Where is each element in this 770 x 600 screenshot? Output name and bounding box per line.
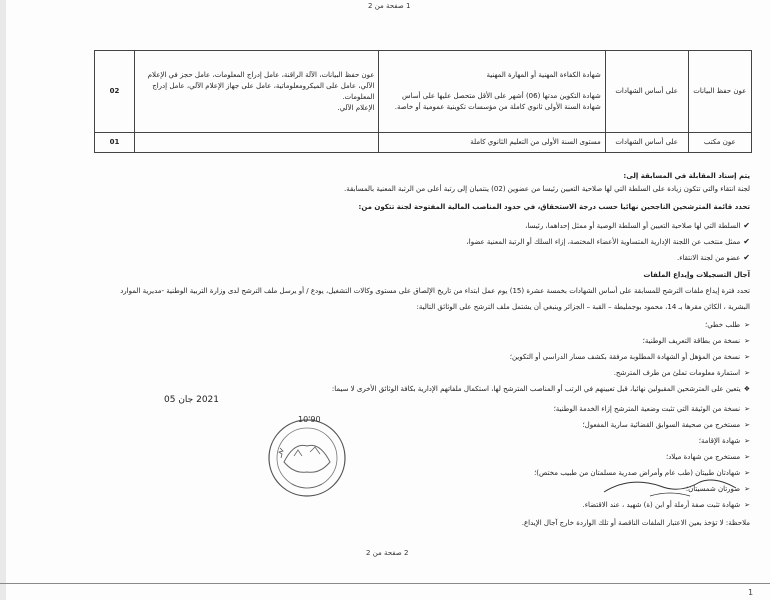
positions-count-cell: 01 — [95, 133, 135, 153]
footer-page-number: 2 صفحة من 2 — [366, 549, 409, 557]
positions-table — [94, 50, 752, 153]
qualifications-cell — [135, 51, 379, 133]
arrow-bullet-icon: ➢ — [744, 337, 750, 345]
page-divider — [0, 583, 770, 584]
certificate-cell — [379, 51, 605, 133]
qual-line: عون حفظ البيانات، الآلة الراقنة، عامل إدراج المعلومات، عامل حجز في الإعلام — [147, 70, 375, 79]
document-item — [699, 437, 750, 445]
stamp-number: 10'90 — [298, 415, 321, 424]
member-text: ممثل منتخب عن اللجنة الإدارية المتساوية الأعضاء المختصة، إزاء السلك أو الرتبة المعنية عضوا، — [466, 238, 741, 246]
arrow-bullet-icon: ➢ — [744, 437, 750, 445]
document-item — [614, 369, 750, 377]
document-item — [582, 421, 750, 429]
deadlines-text: البشرية ، الكائن مقرها بـ 14، محمود بوجمليطة – القبة – الجزائر وينبغي أن يشتمل ملف الترشح على الوثائق التالية: — [416, 303, 750, 311]
document-text: صورتان شمسيتان؛ — [685, 485, 741, 493]
list-heading: تحدد قائمة المترشحين الناجحين نهائيا حسب درجة الاستحقاق، في حدود المناصب المالية المفتوحة لجنة تتكون من: — [358, 203, 750, 211]
document-item — [583, 501, 750, 509]
scan-edge — [0, 0, 6, 600]
qual-line: المعلومات. — [342, 92, 375, 101]
document-item — [705, 321, 750, 329]
deadlines-text: تحدد فترة إيداع ملفات الترشح للمسابقة على أساس الشهادات بخمسة عشرة (15) يوم عمل ابتداء من تاريخ الإلصاق على مستوى وكالات التشغيل، يودع / أو يرسل ملف الترشح لدى وزارة التربية الوطنية -مديرية الموارد — [120, 287, 750, 295]
document-text: شهادة تثبت صفة أرملة أو ابن (ة) شهيد ، عند الاقتضاء. — [582, 501, 741, 509]
stamp-date: 2021 جان 05 — [164, 395, 219, 405]
deadlines-heading: آجال التسجيلات وإيداع الملفات — [643, 271, 750, 279]
diamond-bullet-icon: ❖ — [743, 385, 750, 393]
committee-text: لجنة انتقاء والتي تتكون زيادة على السلطة التي لها صلاحية التعيين رئيسا من عضوين (02) ينتميان إلى رتبة أعلى من الرتبة المعنية بالمسابقة. — [343, 185, 750, 193]
member-item — [525, 221, 750, 230]
check-icon: ✔ — [743, 221, 750, 230]
document-text: مستخرج من صحيفة السوابق القضائية سارية المفعول؛ — [582, 421, 741, 429]
arrow-bullet-icon: ➢ — [744, 405, 750, 413]
document-text: مستخرج من شهادة ميلاد؛ — [665, 453, 741, 461]
arrow-bullet-icon: ➢ — [744, 501, 750, 509]
member-text: السلطة التي لها صلاحية التعيين أو السلطة الوصية أو ممثل إحداهما، رئيسا، — [525, 222, 741, 230]
document-text: استمارة معلومات تملئ من طرف المترشح. — [613, 369, 741, 377]
committee-heading: يتم إسناد المقابلة في المسابقة إلى: — [623, 172, 750, 180]
basis-cell: على أساس الشهادات — [605, 51, 688, 133]
qualifications-cell — [135, 133, 379, 153]
positions-count-cell: 02 — [95, 51, 135, 133]
document-item — [510, 353, 750, 361]
table-row — [95, 51, 752, 133]
arrow-bullet-icon: ➢ — [744, 469, 750, 477]
member-item — [467, 237, 750, 246]
qual-line: الإعلام الآلي. — [337, 103, 375, 112]
notice-text — [332, 385, 750, 393]
arrow-bullet-icon: ➢ — [744, 369, 750, 377]
basis-cell: على أساس الشهادات — [605, 133, 688, 153]
cert-line: شهادة السنة الأولى ثانوي كاملة من مؤسسات تكوينية عمومية أو خاصة. — [394, 103, 601, 111]
arrow-bullet-icon: ➢ — [744, 421, 750, 429]
document-text: نسخة من بطاقة التعريف الوطنية؛ — [642, 337, 741, 345]
cert-line: شهادة التكوين مدتها (06) أشهر على الأقل متحصل عليها على أساس — [402, 92, 601, 100]
notice-content: يتعين على المترشحين المقبولين نهائيا، قبل تعيينهم في الرتب أو المناصب المترشح لها، استكمال ملفاتهم الإدارية بكافة الوثائق الأخرى لا سيما: — [331, 385, 741, 393]
header-page-number: 1 صفحة من 2 — [368, 2, 411, 10]
note-text: ملاحظة: لا تؤخذ بعين الاعتبار الملفات الناقصة أو تلك الواردة خارج آجال الإيداع. — [521, 519, 750, 527]
arrow-bullet-icon: ➢ — [744, 321, 750, 329]
check-icon: ✔ — [743, 237, 750, 246]
qual-line: الآلي، عامل على الميكرومعلوماتية، عامل على جهاز الإعلام الآلي، عامل إدراج — [152, 81, 375, 90]
job-title-cell: عون حفظ البيانات — [688, 51, 751, 133]
document-item — [666, 453, 750, 461]
member-item — [677, 253, 750, 262]
document-text: نسخة من الوثيقة التي تثبت وضعية المترشح إزاء الخدمة الوطنية؛ — [553, 405, 741, 413]
document-text: طلب خطي؛ — [705, 321, 741, 329]
document-text: شهادة الإقامة؛ — [698, 437, 741, 445]
corner-mark: 1 — [748, 588, 754, 597]
document-item — [643, 337, 750, 345]
arrow-bullet-icon: ➢ — [744, 353, 750, 361]
check-icon: ✔ — [743, 253, 750, 262]
handwritten-signature-icon — [600, 472, 740, 502]
document-text: نسخة من المؤهل أو الشهادة المطلوبة مرفقة بكشف مسار الدراسي أو التكوين؛ — [509, 353, 741, 361]
job-title-cell: عون مكتب — [688, 133, 751, 153]
arrow-bullet-icon: ➢ — [744, 485, 750, 493]
document-item — [554, 405, 750, 413]
member-text: عضو من لجنة الانتقاء. — [676, 254, 741, 262]
table-row — [95, 133, 752, 153]
certificate-cell: مستوى السنة الأولى من التعليم الثانوي كاملة — [379, 133, 605, 153]
official-seal-icon — [264, 412, 350, 500]
arrow-bullet-icon: ➢ — [744, 453, 750, 461]
cert-line: شهادة الكفاءة المهنية أو المهارة المهنية — [486, 71, 601, 79]
document-text: شهادتان طبيتان (طب عام وأمراض صدرية مسلمتان من طبيب مختص)؛ — [534, 469, 741, 477]
